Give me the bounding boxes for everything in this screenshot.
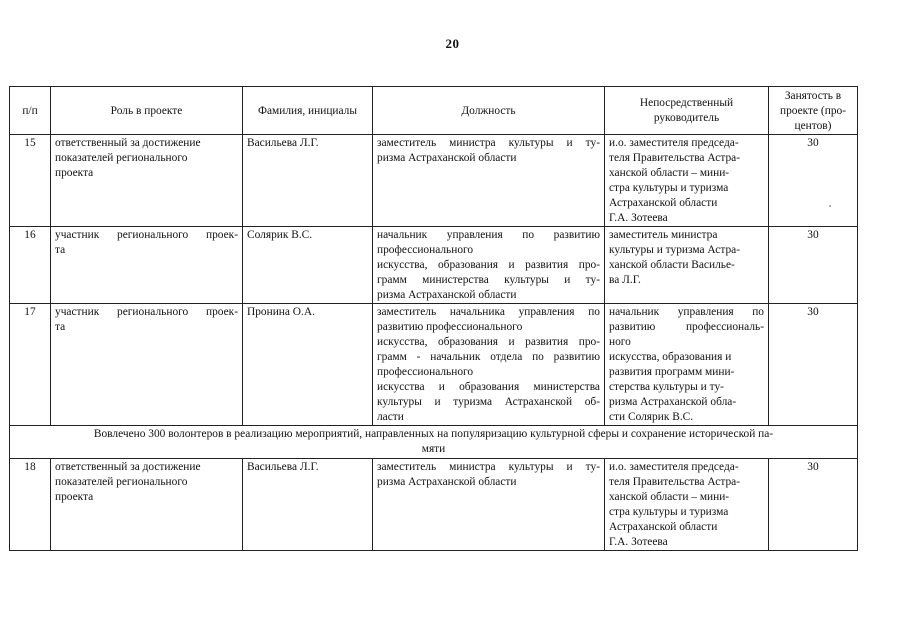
cell-manager xyxy=(605,135,769,227)
cell-name: Васильева Л.Г. xyxy=(243,459,373,551)
cell-line: Г.А. Зотеева xyxy=(609,536,668,548)
table-row xyxy=(10,227,858,304)
cell-line: заместитель министра культуры и ту- xyxy=(377,461,600,473)
cell-line: культуры и туризма Астра- xyxy=(609,244,741,256)
cell-position xyxy=(373,304,605,426)
cell-line: ризма Астраханской области xyxy=(377,289,517,301)
cell-line: заместитель начальника управления по xyxy=(377,306,600,318)
cell-line: искусства, образования и развития про- xyxy=(377,336,600,348)
project-roles-table xyxy=(9,86,858,551)
header-manager-line: руководитель xyxy=(653,112,720,124)
cell-line: развитию профессиональ- xyxy=(609,321,764,333)
header-employment-line: проекте (про- xyxy=(779,104,847,117)
cell-line: та xyxy=(55,244,66,256)
cell-line: Г.А. Зотеева xyxy=(609,212,668,224)
cell-line: ризма Астраханской области xyxy=(377,152,517,164)
cell-num: 18 xyxy=(10,459,51,551)
cell-employment: 30 xyxy=(769,227,858,304)
cell-line: Вовлечено 300 волонтеров в реализацию мероприятий, направленных на популяризацию культурной сферы и сохранение исторической па- xyxy=(93,428,774,440)
cell-role xyxy=(51,135,243,227)
cell-line: ханской области – мини- xyxy=(609,491,730,503)
cell-employment: 30 xyxy=(769,459,858,551)
header-position: Должность xyxy=(373,87,605,135)
cell-position xyxy=(373,135,605,227)
cell-line: культуры и туризма Астраханской об- xyxy=(377,396,600,408)
cell-num: 17 xyxy=(10,304,51,426)
cell-line: и.о. заместителя председа- xyxy=(609,137,739,149)
cell-line: ханской области – мини- xyxy=(609,167,730,179)
cell-line: и.о. заместителя председа- xyxy=(609,461,739,473)
header-manager xyxy=(605,87,769,135)
cell-role xyxy=(51,459,243,551)
cell-line: участник регионального проек- xyxy=(55,306,238,318)
cell-employment: 30 xyxy=(769,304,858,426)
cell-line: стерства культуры и ту- xyxy=(609,381,724,393)
volunteers-row xyxy=(10,426,858,459)
cell-line: начальник управления по развитию xyxy=(377,229,600,241)
cell-line: профессионального xyxy=(377,244,474,256)
cell-volunteers xyxy=(10,426,858,459)
cell-line: ризма Астраханской обла- xyxy=(609,396,737,408)
cell-line: сти Солярик В.С. xyxy=(609,411,694,423)
cell-line: развития программ мини- xyxy=(609,366,735,378)
header-manager-line: Непосредственный xyxy=(639,97,734,109)
cell-line: искусства, образования и xyxy=(609,351,732,363)
cell-manager xyxy=(605,227,769,304)
header-num: п/п xyxy=(10,87,51,135)
cell-line: грамм министерства культуры и ту- xyxy=(377,274,600,286)
cell-line: грамм - начальник отдела по развитию xyxy=(377,351,600,363)
cell-line: стра культуры и туризма xyxy=(609,506,729,518)
cell-position xyxy=(373,459,605,551)
cell-role xyxy=(51,227,243,304)
cell-line: теля Правительства Астра- xyxy=(609,476,740,488)
cell-line: показателей регионального xyxy=(55,476,188,488)
cell-line: та xyxy=(55,321,66,333)
cell-num: 15 xyxy=(10,135,51,227)
table-row xyxy=(10,459,858,551)
cell-line: искусства и образования министерства xyxy=(377,381,600,393)
cell-line: ласти xyxy=(377,411,404,423)
cell-line: проекта xyxy=(55,491,94,503)
cell-line: показателей регионального xyxy=(55,152,188,164)
cell-line: профессионального xyxy=(377,366,474,378)
cell-line: начальник управления по xyxy=(609,306,764,318)
table-row xyxy=(10,304,858,426)
header-employment-line: Занятость в xyxy=(784,89,842,102)
cell-role xyxy=(51,304,243,426)
cell-position xyxy=(373,227,605,304)
cell-line: развитию профессионального xyxy=(377,321,523,333)
table-row xyxy=(10,135,858,227)
cell-name: Васильева Л.Г. xyxy=(243,135,373,227)
cell-name: Пронина О.А. xyxy=(243,304,373,426)
header-employment-line: центов) xyxy=(794,119,832,132)
cell-line: искусства, образования и развития про- xyxy=(377,259,600,271)
cell-num: 16 xyxy=(10,227,51,304)
cell-line: стра культуры и туризма xyxy=(609,182,729,194)
scan-speck xyxy=(829,205,831,207)
header-name: Фамилия, инициалы xyxy=(243,87,373,135)
cell-line: Астраханской области xyxy=(609,197,718,209)
cell-line: ханской области Василье- xyxy=(609,259,735,271)
cell-line: ответственный за достижение xyxy=(55,137,201,149)
table-header-row xyxy=(10,87,858,135)
cell-manager xyxy=(605,304,769,426)
cell-name: Солярик В.С. xyxy=(243,227,373,304)
cell-line: ного xyxy=(609,336,631,348)
header-employment xyxy=(769,87,858,135)
cell-line: ответственный за достижение xyxy=(55,461,201,473)
page-number: 20 xyxy=(445,36,460,51)
cell-line: ва Л.Г. xyxy=(609,274,641,286)
cell-line: участник регионального проек- xyxy=(55,229,238,241)
cell-line: заместитель министра культуры и ту- xyxy=(377,137,600,149)
header-role: Роль в проекте xyxy=(51,87,243,135)
cell-line: ризма Астраханской области xyxy=(377,476,517,488)
cell-line: теля Правительства Астра- xyxy=(609,152,740,164)
cell-line: проекта xyxy=(55,167,94,179)
cell-line: заместитель министра xyxy=(609,229,718,241)
cell-line: мяти xyxy=(421,443,446,455)
cell-line: Астраханской области xyxy=(609,521,718,533)
cell-employment: 30 xyxy=(769,135,858,227)
cell-manager xyxy=(605,459,769,551)
